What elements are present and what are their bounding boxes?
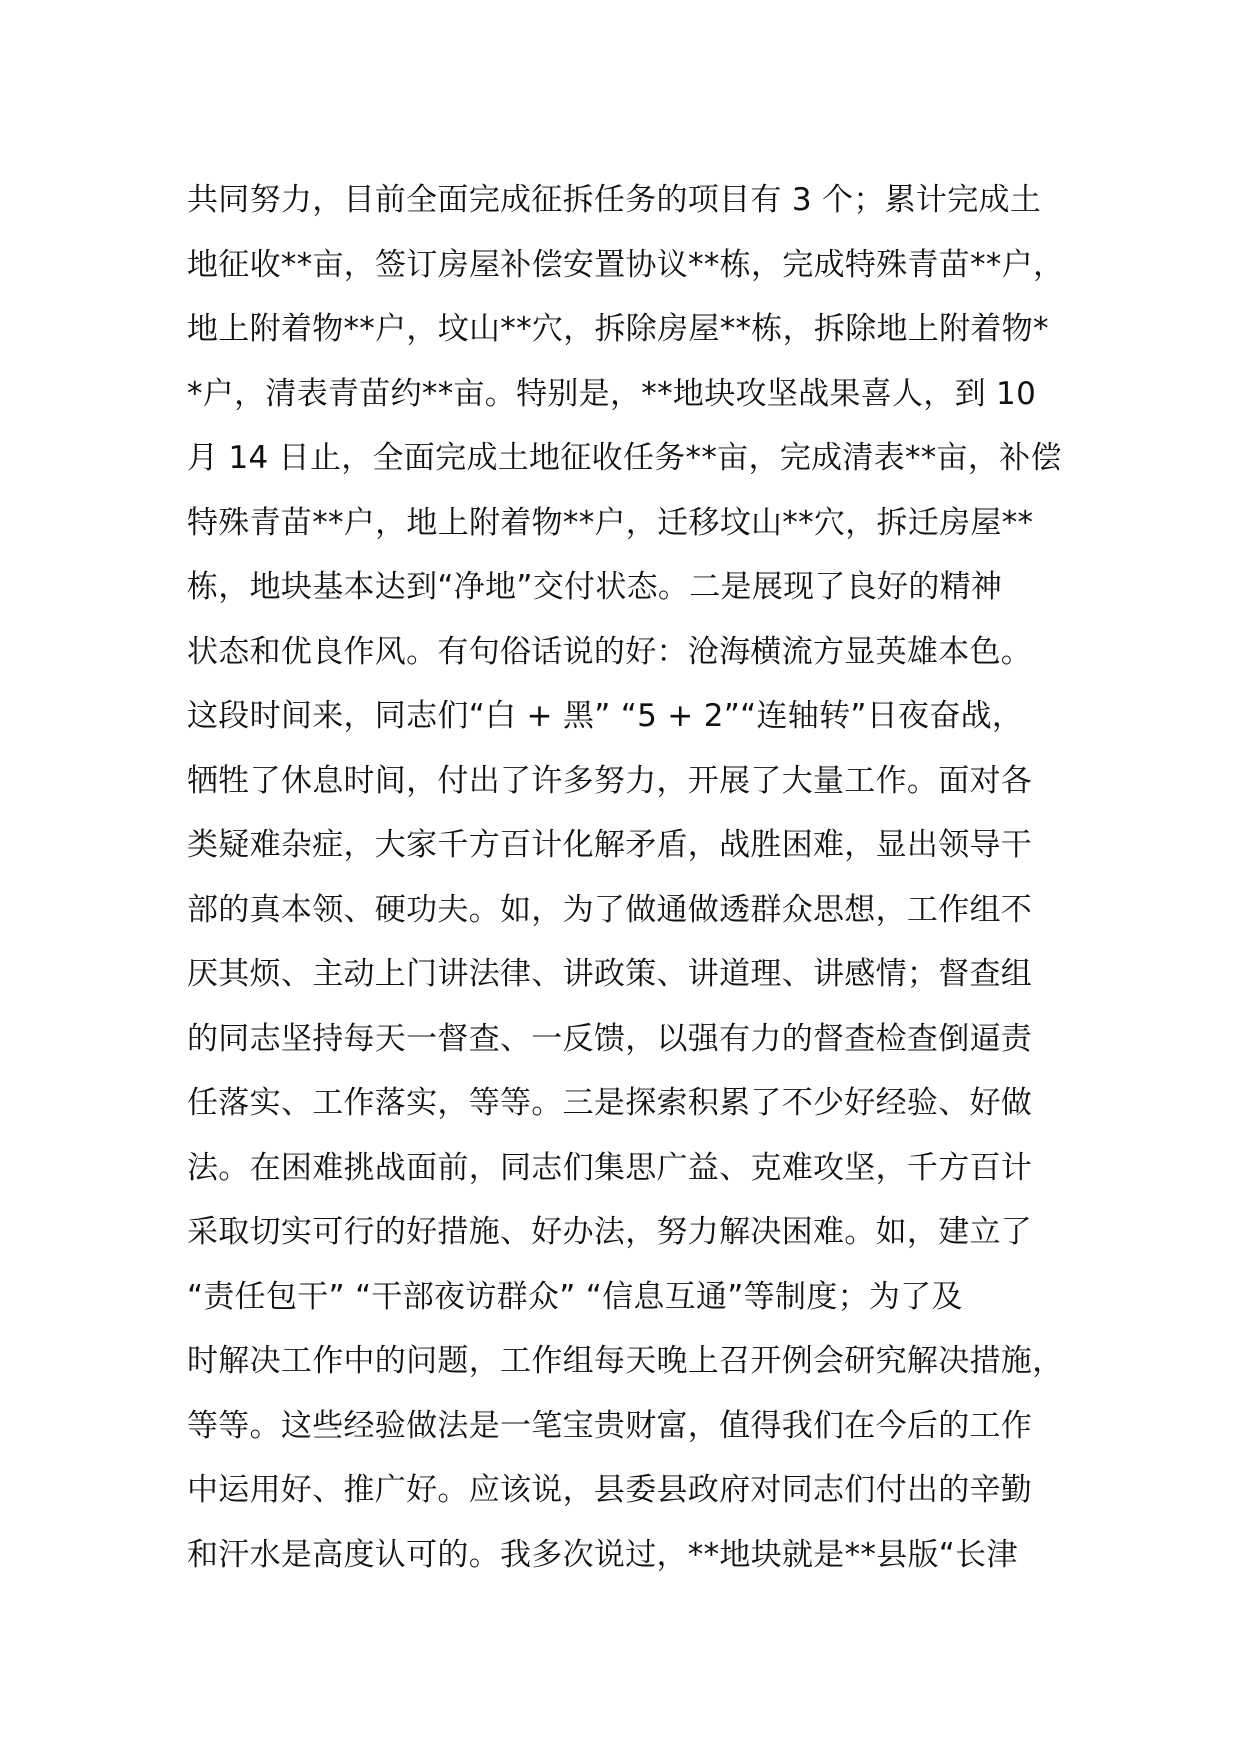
text-line: 状态和优良作风。有句俗话说的好：沧海横流方显英雄本色。 <box>187 633 1033 670</box>
text-line: 任落实、工作落实，等等。三是探索积累了不少好经验、好做 <box>187 1085 1033 1121</box>
text-line: 法。在困难挑战面前，同志们集思广益、克难攻坚，千方百计 <box>187 1149 1033 1186</box>
text-line: 时解决工作中的问题，工作组每天晚上召开例会研究解决措施， <box>187 1343 1064 1379</box>
text-line: 的同志坚持每天一督查、一反馈，以强有力的督查检查倒逼责 <box>187 1020 1033 1057</box>
text-line: 类疑难杂症，大家千方百计化解矛盾，战胜困难，显出领导干 <box>187 827 1033 863</box>
text-line: 栋，地块基本达到“净地”交付状态。二是展现了良好的精神 <box>187 569 1003 605</box>
text-line: 部的真本领、硬功夫。如，为了做通做透群众思想，工作组不 <box>187 891 1033 928</box>
text-line: 这段时间来，同志们“白 + 黑” “5 + 2”“连轴转”日夜奋战， <box>187 698 1024 734</box>
text-line: 地上附着物**户，坟山**穴，拆除房屋**栋，拆除地上附着物* <box>187 311 1049 347</box>
text-line: 等等。这些经验做法是一笔宝贵财富，值得我们在今后的工作 <box>187 1407 1033 1444</box>
text-line: 和汗水是高度认可的。我多次说过，**地块就是**县版“长津 <box>187 1536 1018 1573</box>
text-line: 采取切实可行的好措施、好办法，努力解决困难。如，建立了 <box>187 1214 1033 1250</box>
text-line: “责任包干” “干部夜访群众” “信息互通”等制度；为了及 <box>187 1278 963 1315</box>
text-line: *户，清表青苗约**亩。特别是，**地块攻坚战果喜人，到 10 <box>187 375 1037 412</box>
body-paragraph <box>187 168 1087 1587</box>
text-line: 牺牲了休息时间，付出了许多努力，开展了大量工作。面对各 <box>187 762 1033 799</box>
text-line: 中运用好、推广好。应该说，县委县政府对同志们付出的辛勤 <box>187 1472 1033 1508</box>
text-line: 地征收**亩，签订房屋补偿安置协议**栋，完成特殊青苗**户， <box>187 246 1065 283</box>
text-line: 月 14 日止，全面完成土地征收任务**亩，完成清表**亩，补偿 <box>187 440 1062 476</box>
text-line: 厌其烦、主动上门讲法律、讲政策、讲道理、讲感情；督查组 <box>187 956 1033 992</box>
text-line: 共同努力，目前全面完成征拆任务的项目有 3 个；累计完成土 <box>187 182 1042 218</box>
text-line: 特殊青苗**户，地上附着物**户，迁移坟山**穴，拆迁房屋** <box>187 504 1034 541</box>
